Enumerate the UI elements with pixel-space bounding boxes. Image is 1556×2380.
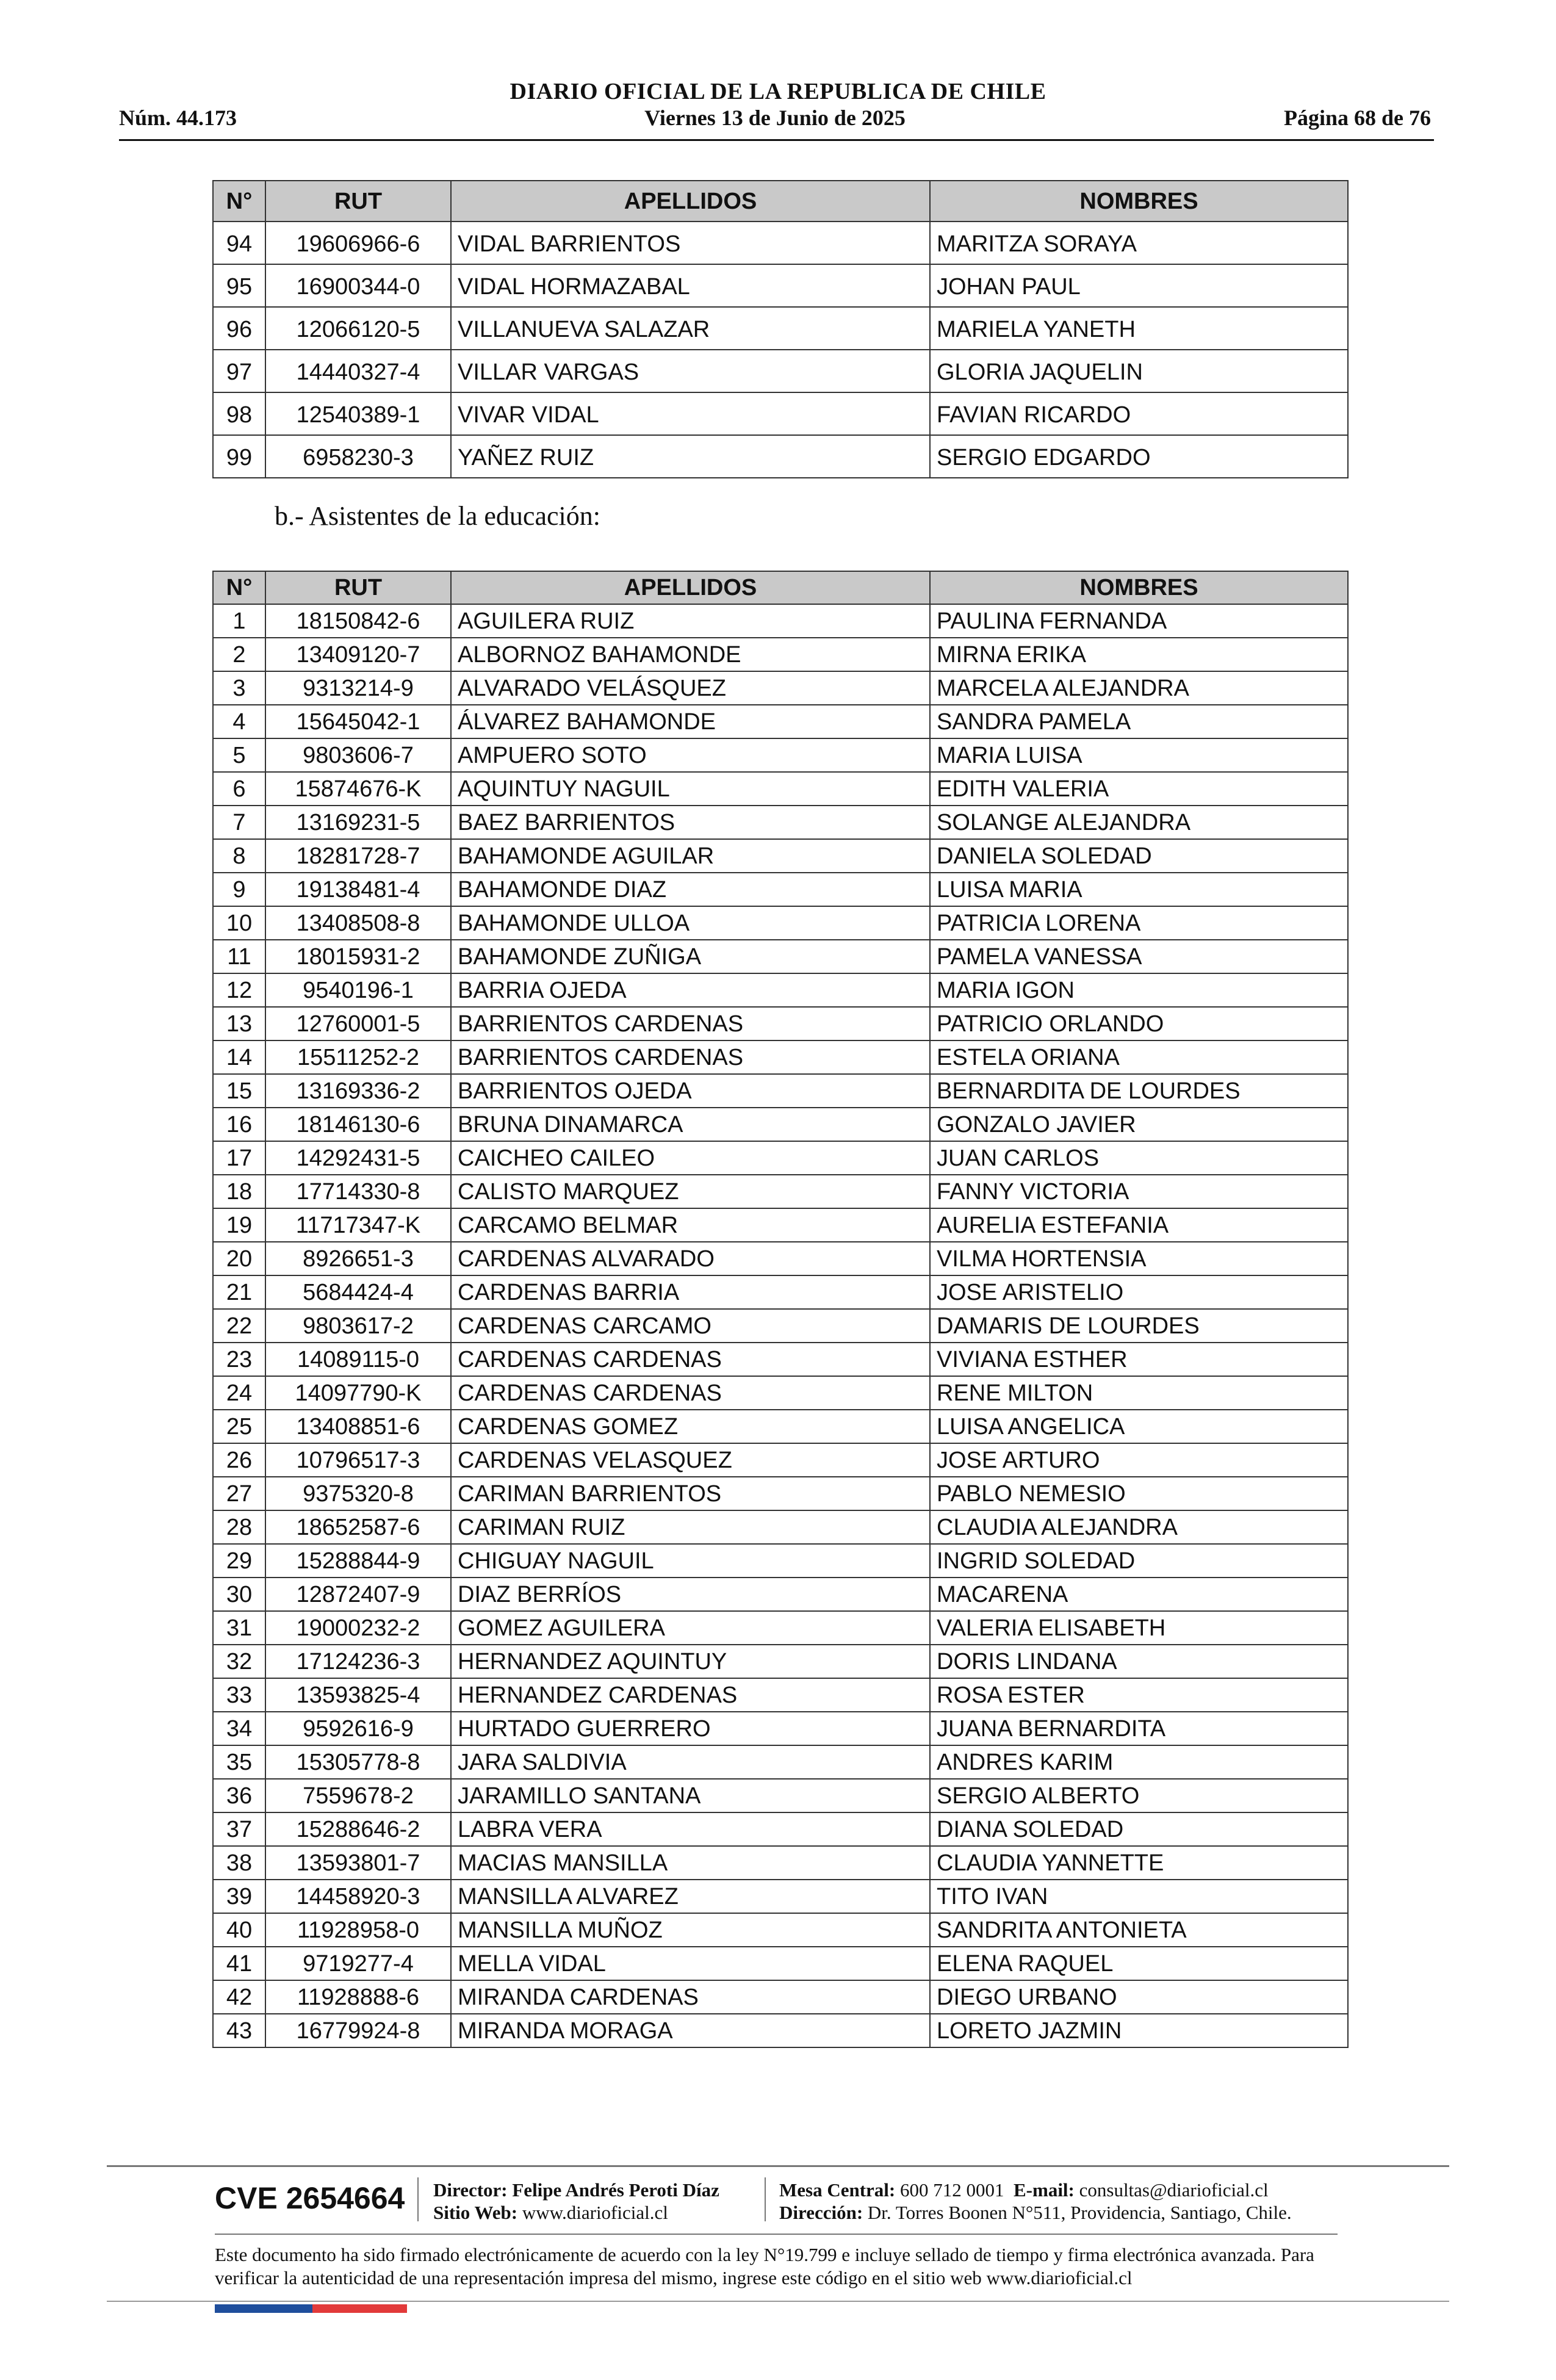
row-nombres: DANIELA SOLEDAD [930,839,1348,873]
row-rut: 18281728-7 [265,839,451,873]
row-rut: 12066120-5 [265,307,451,350]
row-number: 26 [213,1443,265,1477]
table-row [213,1477,1348,1510]
row-nombres: RENE MILTON [930,1376,1348,1410]
row-apellidos: AMPUERO SOTO [451,738,930,772]
table-row [213,1275,1348,1309]
cve-code: CVE 2654664 [215,2181,405,2215]
row-number: 94 [213,222,265,264]
row-rut: 19000232-2 [265,1611,451,1645]
row-apellidos: CARIMAN BARRIENTOS [451,1477,930,1510]
row-apellidos: MIRANDA CARDENAS [451,1980,930,2014]
row-apellidos: YAÑEZ RUIZ [451,435,930,478]
row-rut: 18015931-2 [265,940,451,973]
table-row [213,1880,1348,1913]
page-number: Página 68 de 76 [1283,106,1431,130]
row-apellidos: BRUNA DINAMARCA [451,1108,930,1141]
row-number: 13 [213,1007,265,1040]
row-apellidos: CAICHEO CAILEO [451,1141,930,1175]
row-number: 97 [213,350,265,392]
table-row [213,1544,1348,1578]
table-row [213,1947,1348,1980]
row-number: 42 [213,1980,265,2014]
table-row [213,1242,1348,1275]
table-row [213,1376,1348,1410]
table-header-row [213,181,1348,222]
table-row [213,1040,1348,1074]
table-row [213,1007,1348,1040]
row-nombres: BERNARDITA DE LOURDES [930,1074,1348,1108]
table-row [213,1812,1348,1846]
row-rut: 14440327-4 [265,350,451,392]
legal-notice: Este documento ha sido firmado electrónicamente de acuerdo con la ley N°19.799 e incluye sellado de tiempo y firma electrónica avanzada. Para verificar la autenticidad de una representación impresa del mismo, ingrese este código en el sitio web www.diarioficial.cl [215,2244,1314,2288]
row-rut: 17714330-8 [265,1175,451,1208]
row-number: 96 [213,307,265,350]
row-apellidos: BARRIA OJEDA [451,973,930,1007]
row-rut: 8926651-3 [265,1242,451,1275]
row-number: 15 [213,1074,265,1108]
table-header-row [213,571,1348,604]
row-nombres: JUANA BERNARDITA [930,1712,1348,1745]
row-rut: 9375320-8 [265,1477,451,1510]
newspaper-title: DIARIO OFICIAL DE LA REPUBLICA DE CHILE [510,79,1046,104]
table-row [213,1208,1348,1242]
row-number: 23 [213,1343,265,1376]
row-nombres: MACARENA [930,1578,1348,1611]
row-number: 1 [213,604,265,638]
row-rut: 14458920-3 [265,1880,451,1913]
row-nombres: JOSE ARISTELIO [930,1275,1348,1309]
row-apellidos: BAEZ BARRIENTOS [451,806,930,839]
row-apellidos: BAHAMONDE AGUILAR [451,839,930,873]
column-header-nombres: NOMBRES [930,571,1348,604]
row-apellidos: MELLA VIDAL [451,1947,930,1980]
docentes-table-body [213,222,1348,478]
row-rut: 11928888-6 [265,1980,451,2014]
row-rut: 13593801-7 [265,1846,451,1880]
section-label: b.- Asistentes de la educación: [275,501,600,531]
row-rut: 15288646-2 [265,1812,451,1846]
table-row [213,1141,1348,1175]
row-nombres: MARIA IGON [930,973,1348,1007]
row-apellidos: HERNANDEZ AQUINTUY [451,1645,930,1678]
row-rut: 11717347-K [265,1208,451,1242]
row-apellidos: AQUINTUY NAGUIL [451,772,930,806]
email-link[interactable]: consultas@diarioficial.cl [1079,2179,1269,2201]
row-apellidos: CARDENAS GOMEZ [451,1410,930,1443]
row-rut: 15645042-1 [265,705,451,738]
row-number: 40 [213,1913,265,1947]
row-number: 2 [213,638,265,671]
row-rut: 13408851-6 [265,1410,451,1443]
row-nombres: SERGIO EDGARDO [930,435,1348,478]
row-number: 12 [213,973,265,1007]
row-nombres: MARITZA SORAYA [930,222,1348,264]
table-row [213,350,1348,392]
row-apellidos: ALBORNOZ BAHAMONDE [451,638,930,671]
column-header-number: N° [213,181,265,222]
table-row [213,264,1348,307]
row-number: 29 [213,1544,265,1578]
row-number: 34 [213,1712,265,1745]
column-header-rut: RUT [265,181,451,222]
row-number: 35 [213,1745,265,1779]
row-rut: 9592616-9 [265,1712,451,1745]
row-nombres: DIANA SOLEDAD [930,1812,1348,1846]
table-row [213,1410,1348,1443]
row-nombres: LORETO JAZMIN [930,2014,1348,2047]
row-apellidos: ALVARADO VELÁSQUEZ [451,671,930,705]
footer-separator [765,2177,766,2221]
table-row [213,873,1348,906]
row-rut: 9313214-9 [265,671,451,705]
row-number: 22 [213,1309,265,1343]
row-rut: 11928958-0 [265,1913,451,1947]
row-rut: 13169231-5 [265,806,451,839]
row-rut: 7559678-2 [265,1779,451,1812]
table-row [213,1913,1348,1947]
row-apellidos: MANSILLA MUÑOZ [451,1913,930,1947]
table-row [213,1846,1348,1880]
row-nombres: GONZALO JAVIER [930,1108,1348,1141]
row-nombres: GLORIA JAQUELIN [930,350,1348,392]
footer-rule-bottom [107,2301,1449,2302]
table-row [213,772,1348,806]
row-number: 41 [213,1947,265,1980]
row-apellidos: BAHAMONDE ULLOA [451,906,930,940]
row-apellidos: JARAMILLO SANTANA [451,1779,930,1812]
table-row [213,1611,1348,1645]
row-rut: 6958230-3 [265,435,451,478]
column-header-number: N° [213,571,265,604]
row-number: 17 [213,1141,265,1175]
row-nombres: LUISA MARIA [930,873,1348,906]
row-nombres: VIVIANA ESTHER [930,1343,1348,1376]
table-row [213,806,1348,839]
table-row [213,1745,1348,1779]
table-row [213,940,1348,973]
table-row [213,1678,1348,1712]
row-nombres: SOLANGE ALEJANDRA [930,806,1348,839]
row-nombres: PATRICIO ORLANDO [930,1007,1348,1040]
row-rut: 16779924-8 [265,2014,451,2047]
issue-date: Viernes 13 de Junio de 2025 [644,106,906,130]
table-row [213,1980,1348,2014]
table-row [213,671,1348,705]
row-rut: 17124236-3 [265,1645,451,1678]
row-apellidos: BARRIENTOS CARDENAS [451,1040,930,1074]
header-row [119,105,1431,135]
row-nombres: SANDRITA ANTONIETA [930,1913,1348,1947]
row-rut: 18652587-6 [265,1510,451,1544]
row-nombres: MARCELA ALEJANDRA [930,671,1348,705]
row-nombres: ELENA RAQUEL [930,1947,1348,1980]
row-number: 19 [213,1208,265,1242]
row-nombres: FAVIAN RICARDO [930,392,1348,435]
row-nombres: INGRID SOLEDAD [930,1544,1348,1578]
row-nombres: VALERIA ELISABETH [930,1611,1348,1645]
table-row [213,839,1348,873]
row-rut: 13169336-2 [265,1074,451,1108]
table-row [213,307,1348,350]
row-rut: 12872407-9 [265,1578,451,1611]
row-nombres: ROSA ESTER [930,1678,1348,1712]
row-nombres: DAMARIS DE LOURDES [930,1309,1348,1343]
flag-stripe-blue [215,2304,312,2313]
row-number: 8 [213,839,265,873]
row-apellidos: GOMEZ AGUILERA [451,1611,930,1645]
row-number: 4 [213,705,265,738]
row-nombres: AURELIA ESTEFANIA [930,1208,1348,1242]
row-nombres: PAMELA VANESSA [930,940,1348,973]
row-number: 38 [213,1846,265,1880]
row-nombres: CLAUDIA YANNETTE [930,1846,1348,1880]
table-row [213,638,1348,671]
row-nombres: SERGIO ALBERTO [930,1779,1348,1812]
row-rut: 14097790-K [265,1376,451,1410]
row-number: 27 [213,1477,265,1510]
row-nombres: LUISA ANGELICA [930,1410,1348,1443]
row-nombres: DORIS LINDANA [930,1645,1348,1678]
footer-rule-top [107,2165,1449,2167]
row-apellidos: CARDENAS ALVARADO [451,1242,930,1275]
row-nombres: ESTELA ORIANA [930,1040,1348,1074]
row-apellidos: MANSILLA ALVAREZ [451,1880,930,1913]
row-apellidos: VIDAL HORMAZABAL [451,264,930,307]
row-nombres: EDITH VALERIA [930,772,1348,806]
row-nombres: PATRICIA LORENA [930,906,1348,940]
table-row [213,1175,1348,1208]
row-apellidos: CALISTO MARQUEZ [451,1175,930,1208]
table-row [213,705,1348,738]
director-info: Director: Felipe Andrés Peroti Díaz Sitio Web: www.diarioficial.cl [433,2179,719,2223]
table-row [213,1343,1348,1376]
row-rut: 14089115-0 [265,1343,451,1376]
row-number: 43 [213,2014,265,2047]
row-rut: 15511252-2 [265,1040,451,1074]
row-rut: 18146130-6 [265,1108,451,1141]
row-rut: 13593825-4 [265,1678,451,1712]
footer-rule-middle [215,2234,1338,2235]
row-number: 33 [213,1678,265,1712]
row-nombres: PAULINA FERNANDA [930,604,1348,638]
row-nombres: MARIA LUISA [930,738,1348,772]
row-rut: 16900344-0 [265,264,451,307]
row-nombres: JOSE ARTURO [930,1443,1348,1477]
row-number: 7 [213,806,265,839]
row-number: 14 [213,1040,265,1074]
table-row [213,1074,1348,1108]
table-row [213,1510,1348,1544]
row-apellidos: CARCAMO BELMAR [451,1208,930,1242]
row-rut: 13409120-7 [265,638,451,671]
row-apellidos: HERNANDEZ CARDENAS [451,1678,930,1712]
row-nombres: MARIELA YANETH [930,307,1348,350]
row-rut: 14292431-5 [265,1141,451,1175]
row-rut: 9803606-7 [265,738,451,772]
row-nombres: TITO IVAN [930,1880,1348,1913]
table-row [213,1779,1348,1812]
row-rut: 12760001-5 [265,1007,451,1040]
row-number: 9 [213,873,265,906]
table-row [213,1443,1348,1477]
row-rut: 15874676-K [265,772,451,806]
row-number: 98 [213,392,265,435]
row-number: 5 [213,738,265,772]
row-apellidos: HURTADO GUERRERO [451,1712,930,1745]
row-rut: 19138481-4 [265,873,451,906]
column-header-apellidos: APELLIDOS [451,571,930,604]
row-number: 21 [213,1275,265,1309]
row-number: 36 [213,1779,265,1812]
row-number: 28 [213,1510,265,1544]
row-nombres: JOHAN PAUL [930,264,1348,307]
row-rut: 18150842-6 [265,604,451,638]
row-rut: 13408508-8 [265,906,451,940]
column-header-nombres: NOMBRES [930,181,1348,222]
row-nombres: FANNY VICTORIA [930,1175,1348,1208]
row-apellidos: CHIGUAY NAGUIL [451,1544,930,1578]
row-number: 18 [213,1175,265,1208]
row-apellidos: MIRANDA MORAGA [451,2014,930,2047]
row-nombres: MIRNA ERIKA [930,638,1348,671]
row-apellidos: LABRA VERA [451,1812,930,1846]
row-apellidos: VIDAL BARRIENTOS [451,222,930,264]
asistentes-table [212,571,1349,2048]
row-number: 25 [213,1410,265,1443]
table-row [213,392,1348,435]
row-number: 20 [213,1242,265,1275]
row-nombres: PABLO NEMESIO [930,1477,1348,1510]
row-nombres: CLAUDIA ALEJANDRA [930,1510,1348,1544]
table-row [213,973,1348,1007]
row-apellidos: CARIMAN RUIZ [451,1510,930,1544]
website-link[interactable]: www.diarioficial.cl [522,2202,668,2223]
asistentes-table-body [213,604,1348,2047]
table-row [213,1578,1348,1611]
row-rut: 9540196-1 [265,973,451,1007]
row-rut: 5684424-4 [265,1275,451,1309]
row-apellidos: VILLANUEVA SALAZAR [451,307,930,350]
flag-stripe-red [312,2304,407,2313]
row-apellidos: BAHAMONDE ZUÑIGA [451,940,930,973]
table-row [213,1645,1348,1678]
table-row [213,435,1348,478]
row-nombres: VILMA HORTENSIA [930,1242,1348,1275]
table-row [213,1309,1348,1343]
row-apellidos: CARDENAS BARRIA [451,1275,930,1309]
row-rut: 15305778-8 [265,1745,451,1779]
row-number: 37 [213,1812,265,1846]
row-apellidos: VILLAR VARGAS [451,350,930,392]
row-nombres: DIEGO URBANO [930,1980,1348,2014]
row-rut: 10796517-3 [265,1443,451,1477]
footer-separator [417,2177,419,2221]
row-nombres: ANDRES KARIM [930,1745,1348,1779]
row-rut: 19606966-6 [265,222,451,264]
row-number: 99 [213,435,265,478]
row-apellidos: DIAZ BERRÍOS [451,1578,930,1611]
table-row [213,2014,1348,2047]
row-rut: 9803617-2 [265,1309,451,1343]
row-number: 30 [213,1578,265,1611]
row-number: 24 [213,1376,265,1410]
table-row [213,906,1348,940]
row-number: 10 [213,906,265,940]
table-row [213,1108,1348,1141]
row-number: 6 [213,772,265,806]
row-apellidos: BARRIENTOS CARDENAS [451,1007,930,1040]
row-number: 31 [213,1611,265,1645]
row-number: 32 [213,1645,265,1678]
row-apellidos: ÁLVAREZ BAHAMONDE [451,705,930,738]
row-nombres: JUAN CARLOS [930,1141,1348,1175]
row-apellidos: VIVAR VIDAL [451,392,930,435]
table-row [213,1712,1348,1745]
row-apellidos: JARA SALDIVIA [451,1745,930,1779]
row-apellidos: BAHAMONDE DIAZ [451,873,930,906]
row-apellidos: BARRIENTOS OJEDA [451,1074,930,1108]
row-apellidos: AGUILERA RUIZ [451,604,930,638]
issue-number: Núm. 44.173 [119,106,237,130]
column-header-rut: RUT [265,571,451,604]
header-rule [119,139,1434,141]
row-number: 11 [213,940,265,973]
row-apellidos: CARDENAS CARDENAS [451,1376,930,1410]
row-number: 3 [213,671,265,705]
row-rut: 15288844-9 [265,1544,451,1578]
contact-info: Mesa Central: 600 712 0001 E-mail: consultas@diarioficial.cl Dirección: Dr. Torres Boonen N°511, Providencia, Santiago, Chile. [779,2179,1292,2223]
table-row [213,738,1348,772]
column-header-apellidos: APELLIDOS [451,181,930,222]
row-number: 16 [213,1108,265,1141]
table-row [213,222,1348,264]
docentes-table [212,180,1349,478]
row-number: 39 [213,1880,265,1913]
row-nombres: SANDRA PAMELA [930,705,1348,738]
row-apellidos: CARDENAS CARDENAS [451,1343,930,1376]
row-apellidos: CARDENAS VELASQUEZ [451,1443,930,1477]
row-rut: 12540389-1 [265,392,451,435]
row-number: 95 [213,264,265,307]
table-row [213,604,1348,638]
row-apellidos: MACIAS MANSILLA [451,1846,930,1880]
row-rut: 9719277-4 [265,1947,451,1980]
row-apellidos: CARDENAS CARCAMO [451,1309,930,1343]
